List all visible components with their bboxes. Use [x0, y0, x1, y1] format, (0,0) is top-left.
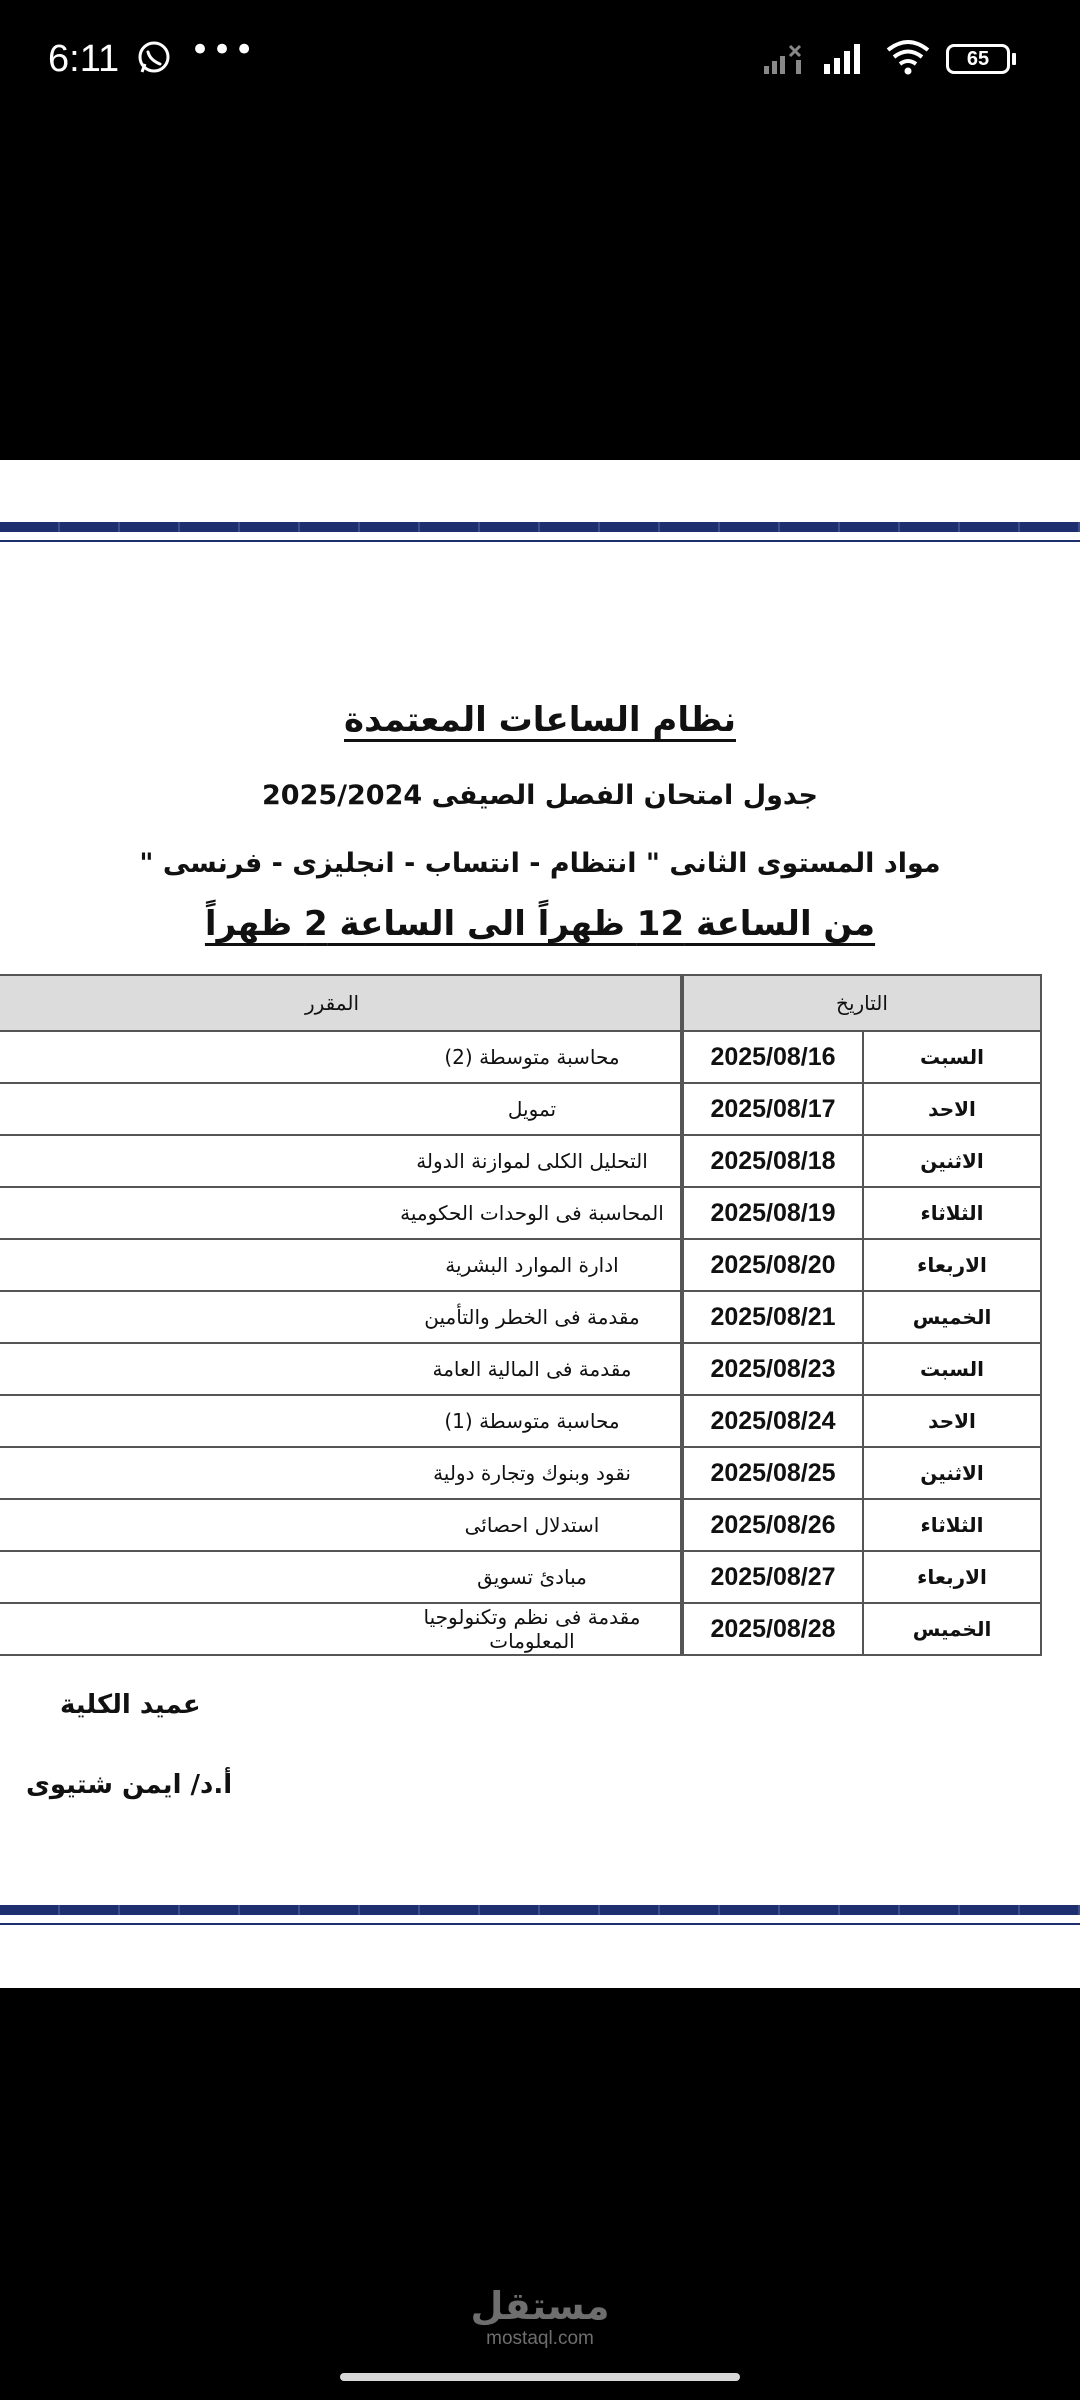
course-cell: تمويل [0, 1083, 682, 1135]
table-row [0, 1031, 1041, 1083]
day-cell: السبت [863, 1343, 1041, 1395]
date-cell: 2025/08/21 [682, 1291, 863, 1343]
course-cell: محاسبة متوسطة (1) [0, 1395, 682, 1447]
exam-time-text: من الساعة 12 ظهراً الى الساعة 2 ظهراً [204, 904, 876, 944]
date-cell: 2025/08/25 [682, 1447, 863, 1499]
table-row [0, 1083, 1041, 1135]
header-course: المقرر [0, 975, 682, 1031]
table-header-row [0, 975, 1041, 1031]
whatsapp-icon [136, 40, 172, 76]
course-cell: استدلال احصائى [0, 1499, 682, 1551]
date-cell: 2025/08/27 [682, 1551, 863, 1603]
battery-tip [1012, 53, 1016, 65]
table-row [0, 1291, 1041, 1343]
header-date: التاريخ [682, 975, 1041, 1031]
day-cell: السبت [863, 1031, 1041, 1083]
date-cell: 2025/08/18 [682, 1135, 863, 1187]
day-cell: الاثنين [863, 1447, 1041, 1499]
date-cell: 2025/08/26 [682, 1499, 863, 1551]
day-cell: الاثنين [863, 1135, 1041, 1187]
course-cell: مقدمة فى نظم وتكنولوجيا المعلومات [0, 1603, 682, 1655]
date-cell: 2025/08/24 [682, 1395, 863, 1447]
course-cell: محاسبة متوسطة (2) [0, 1031, 682, 1083]
course-cell: المحاسبة فى الوحدات الحكومية [0, 1187, 682, 1239]
table-row [0, 1603, 1041, 1655]
date-cell: 2025/08/20 [682, 1239, 863, 1291]
document-title [0, 700, 1080, 740]
day-cell: الخميس [863, 1291, 1041, 1343]
document-title-text: نظام الساعات المعتمدة [344, 700, 736, 740]
signal-icon [822, 42, 866, 74]
date-cell: 2025/08/28 [682, 1603, 863, 1655]
table-row [0, 1447, 1041, 1499]
wifi-icon [884, 38, 932, 76]
more-notifications-icon: ••• [190, 30, 257, 70]
exam-schedule-document [0, 460, 1080, 1988]
date-cell: 2025/08/16 [682, 1031, 863, 1083]
day-cell: الاربعاء [863, 1239, 1041, 1291]
battery-icon: 65 [946, 44, 1010, 74]
watermark-latin: mostaql.com [486, 2328, 594, 2349]
bottom-border-rule [0, 1905, 1080, 1915]
table-row [0, 1395, 1041, 1447]
course-cell: مقدمة فى المالية العامة [0, 1343, 682, 1395]
day-cell: الاحد [863, 1395, 1041, 1447]
status-time: 6:11 [48, 38, 120, 80]
course-cell: نقود وبنوك وتجارة دولية [0, 1447, 682, 1499]
table-row [0, 1343, 1041, 1395]
status-bar [0, 0, 1080, 120]
course-cell: مقدمة فى الخطر والتأمين [0, 1291, 682, 1343]
course-cell: التحليل الكلى لموازنة الدولة [0, 1135, 682, 1187]
day-cell: الاحد [863, 1083, 1041, 1135]
course-cell: مبادئ تسويق [0, 1551, 682, 1603]
table-row [0, 1239, 1041, 1291]
top-border-rule [0, 522, 1080, 532]
signal-x-icon [762, 44, 806, 74]
document-level: مواد المستوى الثانى " انتظام - انتساب - انجليزى - فرنسى " [139, 848, 941, 879]
mostaql-watermark [440, 2284, 640, 2350]
exam-table [0, 974, 1042, 1656]
table-row [0, 1551, 1041, 1603]
bottom-border-rule-thin [0, 1923, 1080, 1925]
day-cell: الخميس [863, 1603, 1041, 1655]
table-row [0, 1187, 1041, 1239]
table-row [0, 1499, 1041, 1551]
day-cell: الثلاثاء [863, 1187, 1041, 1239]
gesture-navigation-bar[interactable] [340, 2373, 740, 2381]
course-cell: ادارة الموارد البشرية [0, 1239, 682, 1291]
top-border-rule-thin [0, 540, 1080, 542]
table-row [0, 1135, 1041, 1187]
date-cell: 2025/08/17 [682, 1083, 863, 1135]
day-cell: الثلاثاء [863, 1499, 1041, 1551]
signature-name: أ.د/ ايمن شتيوى [26, 1770, 233, 1800]
date-cell: 2025/08/23 [682, 1343, 863, 1395]
date-cell: 2025/08/19 [682, 1187, 863, 1239]
signature-title: عميد الكلية [60, 1690, 201, 1720]
document-subtitle: جدول امتحان الفصل الصيفى 2025/2024 [262, 780, 818, 811]
exam-time [0, 904, 1080, 944]
watermark-arabic: مستقل [470, 2284, 610, 2328]
day-cell: الاربعاء [863, 1551, 1041, 1603]
